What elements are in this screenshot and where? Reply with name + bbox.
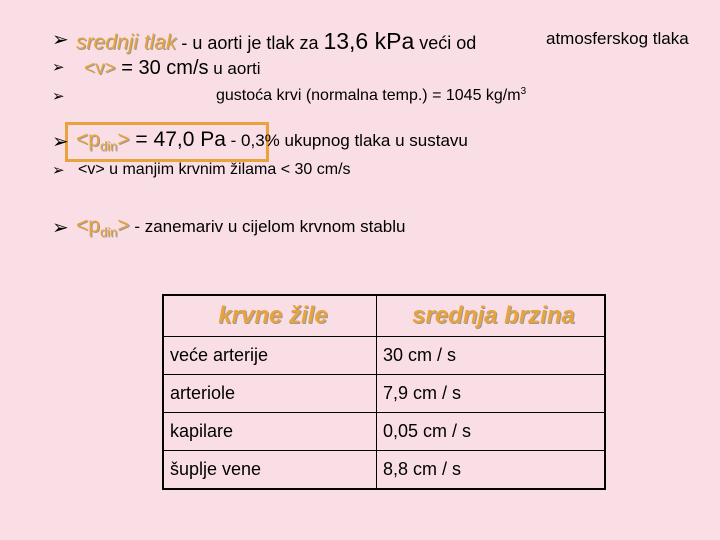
speed-cell: 0,05 cm / s: [377, 413, 606, 451]
vessel-cell: veće arterije: [163, 337, 377, 375]
term-pdin-open-2: <p: [76, 214, 100, 237]
speed-cell: 30 cm / s: [377, 337, 606, 375]
bullet-arrow-icon: ➢: [52, 58, 65, 76]
term-pdin-open: <p: [76, 128, 100, 151]
term-pdin-sub-2: din: [99, 224, 118, 240]
l2-eq: = 30 cm/s: [115, 57, 209, 79]
l1-value: 13,6 kPa: [323, 28, 415, 54]
speed-cell: 8,8 cm / s: [377, 451, 606, 490]
term-pdin-close-2: >: [117, 214, 130, 237]
l5-text: <v> u manjim krvnim žilama < 30 cm/s: [78, 161, 351, 178]
table-row: [163, 337, 605, 375]
l2-rest: u aorti: [208, 59, 261, 78]
table-header-row: [163, 295, 605, 337]
l4-rest: - 0,3% ukupnog tlaka u sustavu: [225, 131, 468, 150]
vessel-cell: kapilare: [163, 413, 377, 451]
term-pdin-sub: din: [99, 138, 118, 154]
l6-rest: - zanemariv u cijelom krvnom stablu: [129, 217, 406, 236]
l3-text: gustoća krvi (normalna temp.) = 1045 kg/m: [216, 87, 521, 104]
bullet-arrow-icon: ➢: [52, 87, 65, 105]
term-pdin-close: >: [117, 128, 130, 151]
l1-text-c: atmosferskog tlaka: [546, 29, 689, 48]
bullet-arrow-icon: ➢: [52, 215, 69, 239]
l4-eq: = 47,0 Pa: [129, 128, 226, 151]
table-row: [163, 375, 605, 413]
bullet-arrow-icon: ➢: [52, 27, 69, 51]
bullet-arrow-icon: ➢: [52, 129, 69, 153]
l1-text-a: - u aorti je tlak za: [176, 33, 324, 53]
speed-cell: 7,9 cm / s: [377, 375, 606, 413]
vessel-cell: šuplje vene: [163, 451, 377, 490]
l1-text-b: veći od: [414, 33, 477, 53]
header-krvne-zile: krvne žile: [163, 295, 377, 337]
bullet-arrow-icon: ➢: [52, 161, 65, 179]
table-row: [163, 413, 605, 451]
vessel-cell: arteriole: [163, 375, 377, 413]
speed-table: [162, 294, 606, 490]
table-row: [163, 451, 605, 490]
term-srednji-tlak: srednji tlak: [76, 31, 177, 54]
term-v: <v>: [84, 58, 116, 79]
l3-sup: 3: [520, 86, 527, 98]
header-srednja-brzina: srednja brzina: [377, 295, 606, 337]
